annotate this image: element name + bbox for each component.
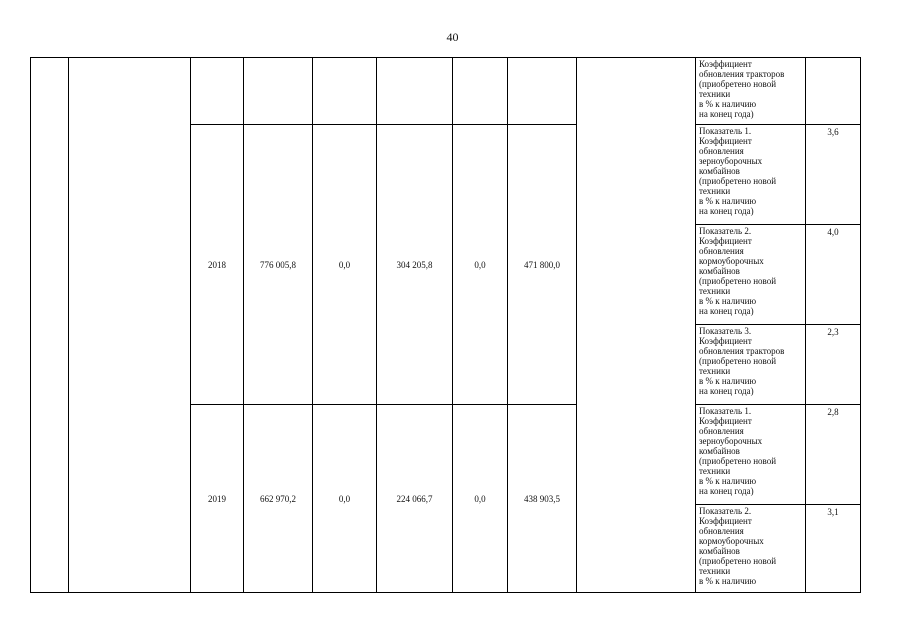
col-a-cell: 0,0 bbox=[313, 125, 377, 405]
indicator-line: техники bbox=[699, 186, 731, 196]
indicator-line: Коэффициент bbox=[699, 236, 752, 246]
indicator-line: техники bbox=[699, 566, 731, 576]
indicator-line: (приобретено новой bbox=[699, 556, 777, 566]
indicator-line: обновления bbox=[699, 526, 744, 536]
table-row bbox=[31, 58, 861, 125]
indicator-line: обновления bbox=[699, 146, 744, 156]
indicator-line: (приобретено новой bbox=[699, 276, 777, 286]
col-b-cell: 224 066,7 bbox=[377, 405, 453, 593]
indicator-value-cell: 3,1 bbox=[806, 505, 861, 593]
indicator-cell bbox=[696, 58, 806, 125]
col-c-cell: 0,0 bbox=[453, 125, 508, 405]
indicator-line: зерноуборочных bbox=[699, 156, 763, 166]
number-cell bbox=[31, 58, 69, 593]
indicator-line: зерноуборочных bbox=[699, 436, 763, 446]
col-c-cell: 0,0 bbox=[453, 405, 508, 593]
indicator-line: на конец года) bbox=[699, 109, 754, 119]
indicator-line: Показатель 3. bbox=[699, 326, 752, 336]
indicator-line: на конец года) bbox=[699, 386, 754, 396]
indicator-line: комбайнов bbox=[699, 266, 740, 276]
indicator-line: техники bbox=[699, 286, 731, 296]
indicator-line: Коэффициент bbox=[699, 336, 752, 346]
indicator-value-cell: 3,6 bbox=[806, 125, 861, 225]
indicator-line: обновления bbox=[699, 426, 744, 436]
indicator-line: Показатель 2. bbox=[699, 506, 752, 516]
year-cell: 2018 bbox=[191, 125, 244, 405]
indicator-value-cell: 2,3 bbox=[806, 325, 861, 405]
indicator-line: комбайнов bbox=[699, 546, 740, 556]
total-cell: 662 970,2 bbox=[244, 405, 313, 593]
col-d-cell: 438 903,5 bbox=[508, 405, 577, 593]
indicator-cell bbox=[696, 325, 806, 405]
indicator-cell bbox=[696, 225, 806, 325]
indicator-line: в % к наличию bbox=[699, 576, 757, 586]
col-b-cell bbox=[377, 58, 453, 125]
indicator-line: Коэффициент bbox=[699, 59, 752, 69]
indicator-line: в % к наличию bbox=[699, 476, 757, 486]
indicator-line: кормоуборочных bbox=[699, 256, 764, 266]
indicator-line: (приобретено новой bbox=[699, 456, 777, 466]
col-c-cell bbox=[453, 58, 508, 125]
total-cell bbox=[244, 58, 313, 125]
indicator-line: в % к наличию bbox=[699, 196, 757, 206]
indicator-line: Коэффициент bbox=[699, 416, 752, 426]
indicator-line: Коэффициент bbox=[699, 136, 752, 146]
indicator-cell bbox=[696, 405, 806, 505]
indicator-line: обновления тракторов bbox=[699, 69, 785, 79]
indicator-line: на конец года) bbox=[699, 306, 754, 316]
indicator-line: в % к наличию bbox=[699, 376, 757, 386]
program-table bbox=[30, 57, 861, 593]
col-a-cell: 0,0 bbox=[313, 405, 377, 593]
indicator-line: (приобретено новой bbox=[699, 79, 777, 89]
col-a-cell bbox=[313, 58, 377, 125]
indicator-line: (приобретено новой bbox=[699, 356, 777, 366]
name-cell bbox=[69, 58, 191, 593]
indicator-value-cell: 2,8 bbox=[806, 405, 861, 505]
col-d-cell bbox=[508, 58, 577, 125]
indicator-line: обновления тракторов bbox=[699, 346, 785, 356]
indicator-value-cell bbox=[806, 58, 861, 125]
indicator-line: на конец года) bbox=[699, 206, 754, 216]
year-cell: 2019 bbox=[191, 405, 244, 593]
indicator-line: Коэффициент bbox=[699, 516, 752, 526]
indicator-line: техники bbox=[699, 89, 731, 99]
indicator-cell bbox=[696, 125, 806, 225]
col-d-cell: 471 800,0 bbox=[508, 125, 577, 405]
indicator-line: кормоуборочных bbox=[699, 536, 764, 546]
indicator-line: в % к наличию bbox=[699, 99, 757, 109]
executor-cell bbox=[577, 58, 696, 593]
indicator-line: (приобретено новой bbox=[699, 176, 777, 186]
indicator-line: Показатель 1. bbox=[699, 126, 752, 136]
indicator-line: Показатель 1. bbox=[699, 406, 752, 416]
indicator-line: Показатель 2. bbox=[699, 226, 752, 236]
page-number: 40 bbox=[446, 30, 459, 44]
year-cell bbox=[191, 58, 244, 125]
indicator-line: в % к наличию bbox=[699, 296, 757, 306]
col-b-cell: 304 205,8 bbox=[377, 125, 453, 405]
indicator-line: техники bbox=[699, 366, 731, 376]
indicator-cell bbox=[696, 505, 806, 593]
indicator-line: обновления bbox=[699, 246, 744, 256]
indicator-line: на конец года) bbox=[699, 486, 754, 496]
total-cell: 776 005,8 bbox=[244, 125, 313, 405]
indicator-line: комбайнов bbox=[699, 166, 740, 176]
indicator-value-cell: 4,0 bbox=[806, 225, 861, 325]
indicator-line: техники bbox=[699, 466, 731, 476]
indicator-line: комбайнов bbox=[699, 446, 740, 456]
